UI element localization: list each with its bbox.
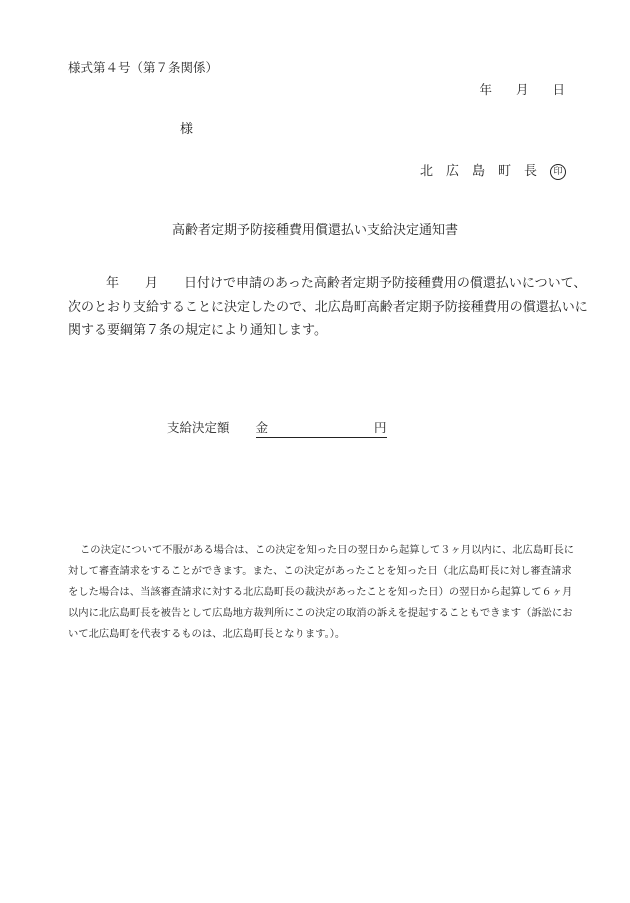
body-paragraph [68, 272, 588, 343]
form-number: 様式第４号（第７条関係） [68, 60, 219, 75]
issuer [420, 160, 566, 180]
seal-mark: 印 [550, 164, 566, 180]
addressee-suffix: 様 [180, 122, 194, 137]
notice-line-1: この決定について不服がある場合は、この決定を知った日の翌日から起算して３ヶ月以内に、北広島町長に [80, 544, 575, 556]
amount-field [256, 418, 387, 438]
document-title: 高齢者定期予防接種費用償還払い支給決定通知書 [171, 223, 458, 238]
amount-label: 支給決定額 [167, 420, 230, 435]
date-day-unit: 日 [552, 82, 565, 97]
body-line-2: 次のとおり支給することに決定したので、北広島町高齢者定期予防接種費用の償還払いに [68, 299, 588, 315]
issuer-title: 北広島町長 [419, 164, 550, 179]
body-line-1: 年 月 日付けで申請のあった高齢者定期予防接種費用の償還払いについて、 [106, 276, 587, 291]
date-line [479, 80, 565, 98]
body-line-3: 関する要綱第７条の規定により通知します。 [68, 323, 327, 338]
amount-unit: 円 [374, 420, 387, 435]
amount-prefix: 金 [255, 420, 269, 435]
date-year-unit: 年 [479, 82, 492, 97]
date-month-unit: 月 [515, 82, 529, 97]
appeal-notice [68, 540, 573, 645]
notice-line-2: 対して審査請求をすることができます。また、この決定があったことを知った日（北広島町長に対し審査請求 [68, 565, 572, 577]
notice-line-5: いて北広島町を代表するものは、北広島町長となります。）。 [68, 628, 346, 640]
amount-row [167, 418, 387, 438]
notice-line-4: 以内に北広島町長を被告として広島地方裁判所にこの決定の取消の訴えを提起することもできます（訴訟にお [68, 607, 573, 619]
notice-line-3: をした場合は、当該審査請求に対する北広島町長の裁決があったことを知った日）の翌日から起算して６ヶ月 [68, 586, 573, 598]
